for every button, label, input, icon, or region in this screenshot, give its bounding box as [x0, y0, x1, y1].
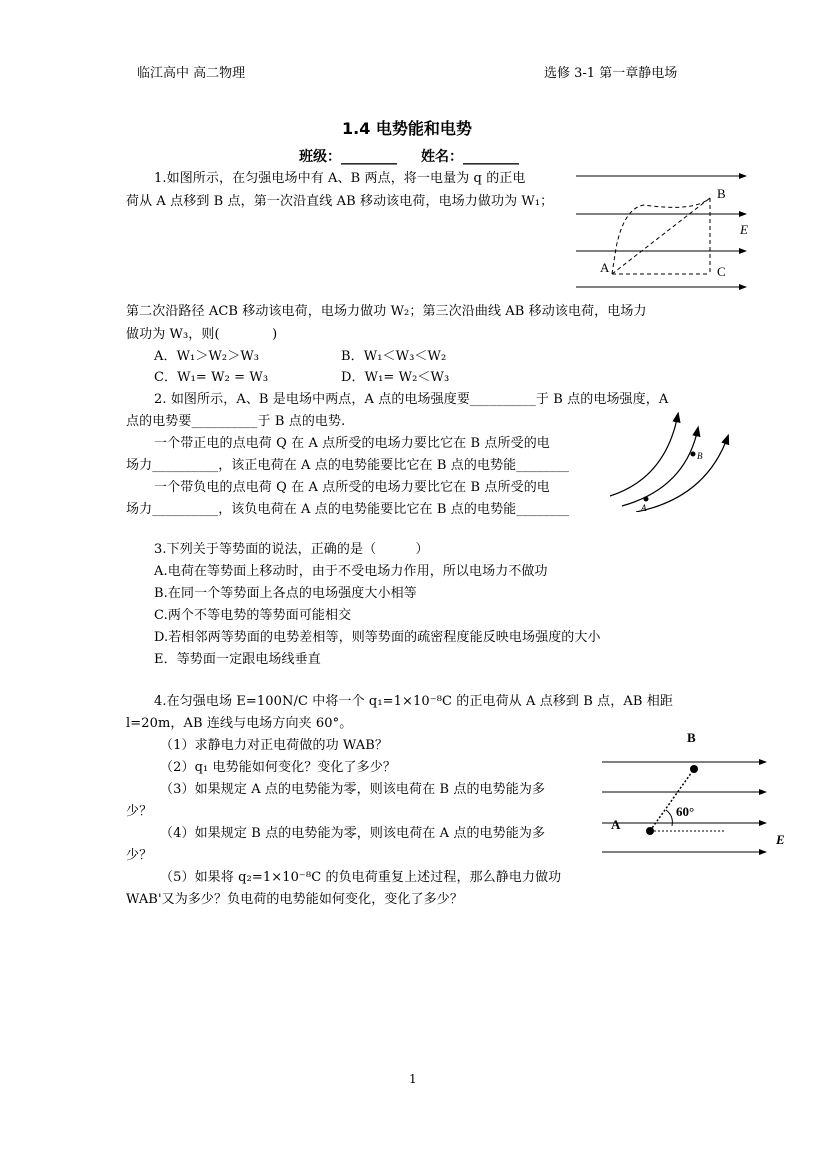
q3-option-c: C.两个不等电势的等势面可能相交 — [154, 608, 352, 623]
q4-sub2: （2）q₁ 电势能如何变化？变化了多少？ — [160, 760, 396, 775]
q4-sub5a: （5）如果将 q₂=1×10⁻⁸C 的负电荷重复上述过程，那么静电力做功 — [160, 870, 562, 885]
q2-line2: 点的电势要__________于 B 点的电势. — [126, 414, 346, 429]
q4-sub1: （1）求静电力对正电荷做的功 WAB？ — [160, 738, 388, 753]
point-a-dot — [644, 497, 649, 502]
q2-line4: 场力__________，该正电荷在 A 点的电势能要比它在 B 点的电势能________ — [126, 458, 570, 473]
point-a-label: A — [641, 503, 647, 512]
q4-field-figure — [598, 726, 794, 860]
q4-line2: l=20m，AB 连线与电场方向夹 60°。 — [126, 716, 353, 731]
class-label: 班级：________ — [299, 149, 397, 165]
q1-line3: 第二次沿路径 ACB 移动该电荷，电场力做功 W₂；第三次沿曲线 AB 移动该电荷，电场力 — [126, 304, 647, 319]
q1-option-c: C．W₁= W₂ = W₃ — [154, 370, 269, 385]
field-e-label: E — [740, 222, 748, 237]
page-number: 1 — [409, 1072, 417, 1086]
q3-option-d: D.若相邻两等势面的电势差相等，则等势面的疏密程度能反映电场强度的大小 — [154, 630, 601, 645]
q1-option-a: A．W₁＞W₂＞W₃ — [154, 349, 260, 364]
paths — [612, 198, 710, 274]
point-a-label: A — [600, 260, 610, 275]
q1-line2: 荷从 A 点移到 B 点，第一次沿直线 AB 移动该电荷，电场力做功为 W₁； — [126, 194, 554, 209]
header-right: 选修 3-1 第一章静电场 — [544, 66, 678, 81]
page-title: 1.4 电势能和电势 — [342, 119, 472, 138]
name-label: 姓名：________ — [421, 149, 519, 165]
q4-line1: 4.在匀强电场 E=100N/C 中将一个 q₁=1×10⁻⁸C 的正电荷从 A 点移到 B 点，AB 相距 — [154, 694, 673, 709]
q4-sub4b: 少？ — [126, 848, 153, 863]
q3-option-a: A.电荷在等势面上移动时，由于不受电场力作用，所以电场力不做功 — [154, 564, 548, 579]
header-left: 临江高中 高二物理 — [137, 66, 246, 81]
q1-line4: 做功为 W₃，则( ) — [126, 327, 278, 342]
q4-sub5b: WAB'又为多少？负电荷的电势能如何变化，变化了多少？ — [126, 892, 463, 907]
point-b-dot — [690, 765, 698, 773]
point-a-label: A — [611, 817, 621, 832]
q4-sub3a: （3）如果规定 A 点的电势能为零，则该电荷在 B 点的电势能为多 — [160, 782, 546, 797]
angle-label: 60° — [676, 804, 695, 819]
q1-line1: 1.如图所示，在匀强电场中有 A、B 两点，将一电量为 q 的正电 — [154, 171, 526, 186]
q2-curved-field-figure — [606, 408, 738, 512]
q1-uniform-field-figure — [574, 168, 754, 296]
point-b-label: B — [717, 186, 726, 201]
point-c-label: C — [717, 264, 726, 279]
q2-line1: 2. 如图所示，A、B 是电场中两点，A 点的电场强度要__________于 B 点的电场强度，A — [154, 392, 669, 407]
point-b-dot — [691, 452, 696, 457]
point-b-label: B — [687, 730, 696, 745]
q4-sub3b: 少？ — [126, 804, 153, 819]
angle-arc — [666, 810, 672, 826]
curved-field-lines — [610, 414, 728, 512]
q1-option-b: B．W₁＜W₃＜W₂ — [341, 349, 447, 364]
q2-line5: 一个带负电的点电荷 Q 在 A 点所受的电场力要比它在 B 点所受的电 — [154, 480, 550, 495]
q3-option-e: E．等势面一定跟电场线垂直 — [154, 652, 321, 667]
q3-stem: 3.下列关于等势面的说法，正确的是（ ） — [154, 542, 429, 557]
point-a-dot — [646, 827, 654, 835]
q4-sub4a: （4）如果规定 B 点的电势能为零，则该电荷在 A 点的电势能为多 — [160, 826, 546, 841]
point-b-label: B — [697, 451, 703, 461]
q1-option-d: D．W₁= W₂＜W₃ — [341, 370, 450, 385]
q2-line6: 场力__________，该负电荷在 A 点的电势能要比它在 B 点的电势能________ — [126, 502, 570, 517]
q3-option-b: B.在同一个等势面上各点的电场强度大小相等 — [154, 586, 417, 601]
q2-line3: 一个带正电的点电荷 Q 在 A 点所受的电场力要比它在 B 点所受的电 — [154, 436, 550, 451]
field-e-label: E — [776, 832, 785, 847]
